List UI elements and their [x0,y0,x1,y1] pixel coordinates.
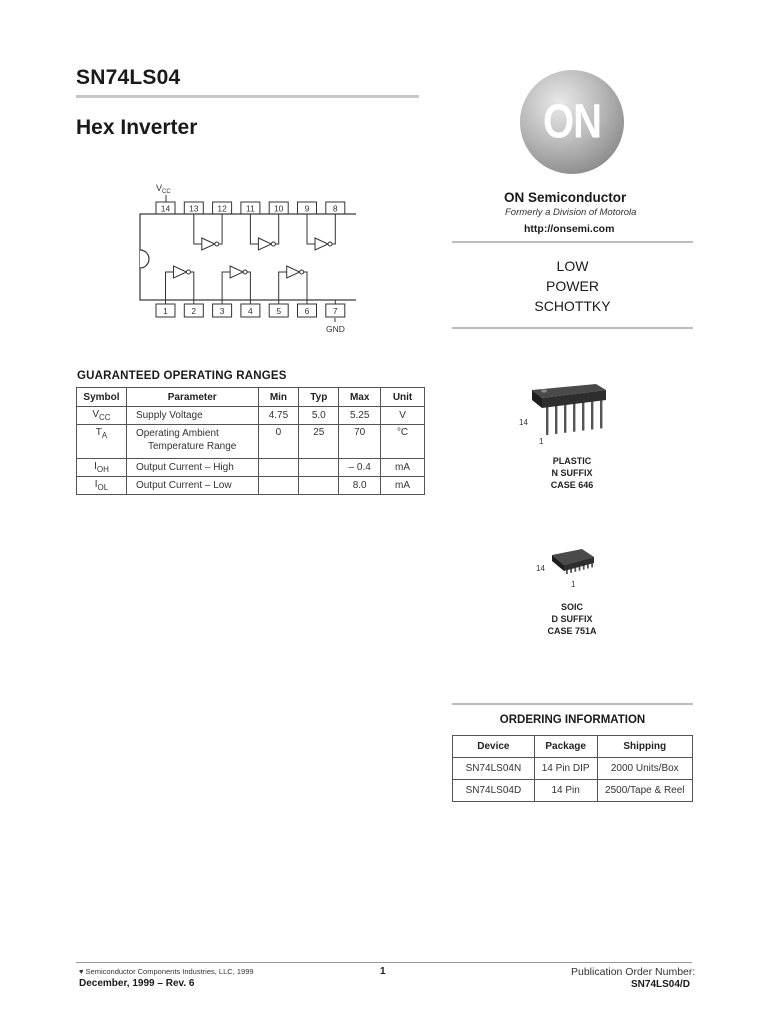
ordering-table [452,735,693,802]
max-cell: 5.25 [339,407,381,425]
max-cell: 70 [339,425,381,459]
typ-cell: 25 [299,425,339,459]
ordering-heading: ORDERING INFORMATION [499,714,646,726]
unit-cell: V [381,407,425,425]
min-cell [258,477,299,495]
symbol-cell: $I_{OH}$ [77,459,127,477]
package-line: CASE 751A [547,626,597,636]
pin-number: 13 [189,203,199,214]
pin-number: 8 [332,203,338,214]
parameter-cell: Output Current – Low [126,477,258,495]
soic-package-label [532,601,612,637]
column-header: Max [339,388,381,407]
dip-package-label [532,455,612,491]
pin-number: 1 [163,306,168,316]
column-header: Shipping [597,736,692,758]
pin-number: 6 [304,306,310,316]
device-cell: SN74LS04N [453,758,535,780]
inverter-gate [230,266,243,278]
table-row [77,459,425,477]
pin-number: 10 [273,203,284,214]
copyright-text: ♥ Semiconductor Components Industries, LLC, 1999 [79,967,254,976]
column-header: Package [534,736,597,758]
revision-date: December, 1999 – Rev. 6 [79,978,195,989]
part-number-title: SN74LS04 [76,66,181,89]
pin-number: 2 [191,306,197,316]
table-row [77,477,425,495]
divider [452,327,693,329]
dip-package-icon [520,376,610,448]
pin-number: 12 [217,203,227,214]
publication-code: SN74LS04/D [631,979,690,990]
publication-label: Publication Order Number: [571,966,696,978]
symbol-cell: $T_A$ [77,425,127,459]
typ-cell: 5.0 [299,407,339,425]
family-line: POWER [546,278,599,294]
package-cell: 14 Pin [534,780,597,802]
on-logo [520,70,624,174]
unit-cell: °C [381,425,425,459]
chip-notch [140,250,149,268]
package-line: N SUFFIX [551,468,593,478]
min-cell: 0 [258,425,299,459]
package-line: D SUFFIX [551,614,593,624]
column-header: Typ [299,388,339,407]
table-header-row [453,736,693,758]
table-row [453,780,693,802]
parameter-cell: Supply Voltage [126,407,258,425]
soic-package-icon [546,545,600,583]
table-row [77,425,425,459]
divider [452,703,693,705]
title-divider [76,95,419,98]
package-line: PLASTIC [552,456,592,466]
vcc-label: $V_{CC}$ [156,183,171,195]
parameter-cell: Output Current – High [126,459,258,477]
family-line: SCHOTTKY [534,298,611,314]
symbol-cell: $I_{OL}$ [77,477,127,495]
pin-number: 4 [248,306,253,316]
operating-ranges-heading: GUARANTEED OPERATING RANGES [77,370,287,382]
pin-number: 9 [304,203,310,214]
device-cell: SN74LS04D [453,780,535,802]
pin-14-label: 14 [536,564,545,573]
brand-name: ON Semiconductor [504,190,627,205]
column-header: Symbol [77,388,127,407]
operating-ranges-table [76,387,425,495]
pin-1-label: 1 [539,437,544,446]
unit-cell: mA [381,477,425,495]
unit-cell: mA [381,459,425,477]
pin-number: 7 [332,306,338,316]
inverter-gate [174,266,187,278]
pinout-diagram [136,180,356,340]
column-header: Min [258,388,299,407]
typ-cell [299,477,339,495]
max-cell: 8.0 [339,477,381,495]
shipping-cell: 2500/Tape & Reel [597,780,692,802]
family-line: LOW [556,258,589,274]
pin-number: 14 [160,203,171,214]
max-cell: – 0.4 [339,459,381,477]
column-header: Parameter [126,388,258,407]
table-row [77,407,425,425]
parameter-cell: Operating Ambient Temperature Range [126,425,258,459]
typ-cell [299,459,339,477]
chip-outline [140,214,356,300]
divider [452,241,693,243]
brand-tagline: Formerly a Division of Motorola [505,207,637,218]
pin-1-label: 1 [571,580,576,589]
gnd-label: GND [326,324,345,334]
pin-number: 5 [276,306,282,316]
page-number: 1 [380,966,386,977]
package-cell: 14 Pin DIP [534,758,597,780]
pin-number: 3 [219,306,225,316]
column-header: Unit [381,388,425,407]
package-line: SOIC [560,602,583,612]
min-cell: 4.75 [258,407,299,425]
inverter-gate [202,238,215,250]
family-block [452,256,693,316]
table-header-row [77,388,425,407]
table-row [453,758,693,780]
logo-text: ON [543,95,601,148]
website-link[interactable]: http://onsemi.com [524,223,615,235]
top-pin-row [156,202,345,214]
inverter-gates [166,214,336,300]
inverter-gate [287,266,300,278]
device-title: Hex Inverter [76,116,198,139]
footer-divider [76,962,692,963]
pin-14-label: 14 [519,418,528,427]
pin-number: 11 [245,203,255,214]
inverter-gate [258,238,271,250]
column-header: Device [453,736,535,758]
min-cell [258,459,299,477]
inverter-gate [315,238,328,250]
package-line: CASE 646 [550,480,594,490]
bottom-pin-row [156,300,345,317]
symbol-cell: $V_{CC}$ [77,407,127,425]
shipping-cell: 2000 Units/Box [597,758,692,780]
